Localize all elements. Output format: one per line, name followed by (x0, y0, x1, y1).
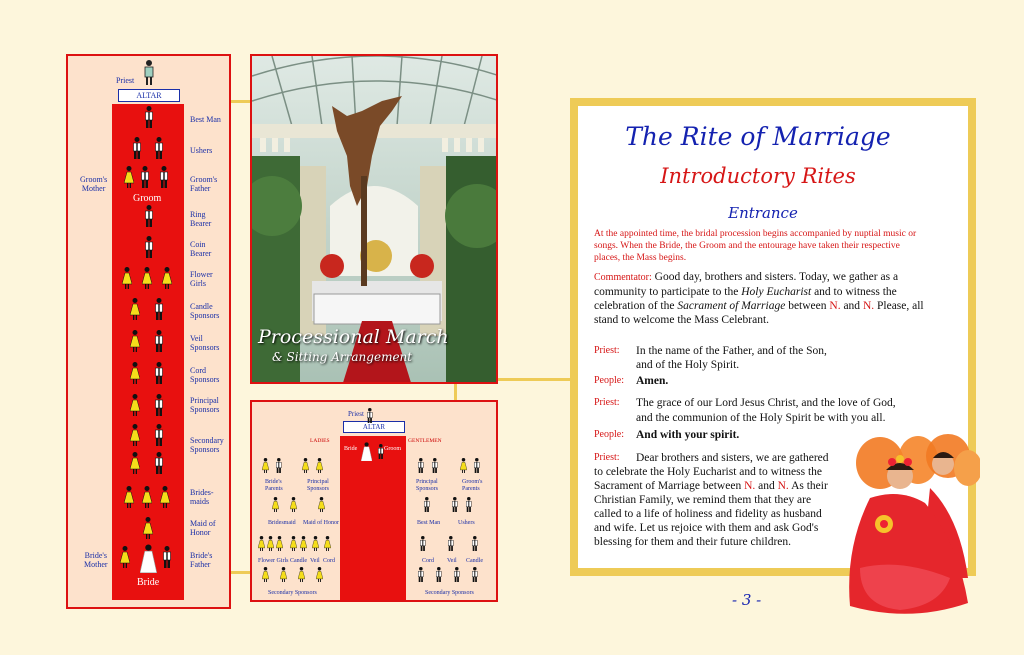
sponsor-figure (155, 362, 163, 389)
woman-figure (300, 536, 307, 556)
best-man-label: Best Man (190, 115, 221, 124)
grooms-mother-figure (124, 166, 134, 193)
seating-groom-label: Groom (384, 446, 401, 452)
woman-figure (262, 567, 269, 587)
people-text-1: Amen. (636, 375, 669, 387)
grooms-mother-label: Groom's Mother (80, 175, 108, 193)
man-figure (420, 536, 426, 556)
sponsor-figure (130, 394, 140, 421)
best-man-figure (145, 106, 153, 133)
brides-mother-figure (120, 546, 130, 573)
people-text-2: And with your spirit. (636, 429, 740, 441)
groom-label: Groom (133, 193, 162, 204)
ladies-label: LADIES (310, 438, 330, 444)
secondary-sponsors-right-label: Secondary Sponsors (425, 590, 474, 596)
sponsor-figure (155, 330, 163, 357)
best-man-seat-label: Best Man (417, 520, 441, 526)
bride-figure (361, 442, 372, 466)
commentator-text: Good day, brothers and sisters. Today, we gather as a community to participate to the (594, 271, 899, 298)
candle-sponsors-label: Candle Sponsors (190, 302, 220, 320)
candle-seat-label: Candle (290, 558, 307, 564)
cord-seat-label: Cord (323, 558, 335, 564)
sponsor-figure (155, 424, 163, 451)
seating-priest-label: Priest (348, 410, 364, 418)
ushers-label: Ushers (190, 146, 213, 155)
seating-bride-label: Bride (344, 446, 358, 452)
and-to-witness: and to witness the celebration of the (594, 286, 897, 312)
priest-text-1a: In the name of the Father, and of the Son, (636, 345, 827, 357)
veil-seat-label: Veil (310, 558, 320, 564)
sponsor-figure (155, 394, 163, 421)
woman-figure (312, 536, 319, 556)
and-word: and (843, 300, 861, 312)
priest-text-2b: and the communion of the Holy Spirit be with you all. (636, 412, 886, 424)
priest-label: Priest (116, 76, 135, 85)
flower-girls-label: Flower Girls (190, 270, 213, 288)
priest-text-3a: Dear brothers and sisters, we are gathered (636, 452, 829, 464)
gentlemen-label: GENTLEMEN (408, 438, 442, 444)
bridesmaid-figure (124, 486, 134, 513)
connector-line (498, 378, 570, 381)
woman-figure (324, 536, 331, 556)
man-figure (472, 567, 478, 587)
sponsor-figure (130, 298, 140, 325)
woman-figure (298, 567, 305, 587)
bridesmaid-label: Bridesmaid (268, 520, 296, 526)
woman-figure (316, 458, 323, 478)
seating-groom-figure (378, 444, 384, 464)
sponsor-figure (155, 452, 163, 479)
man-figure (474, 458, 480, 478)
man-figure (418, 458, 424, 478)
priest-text-3e: called to a life of holiness and fidelity as husband (594, 508, 822, 520)
maid-of-honor-label: Maid of Honor (190, 519, 216, 537)
sacrament: Sacrament of Marriage (677, 300, 786, 312)
name-n1: N. (829, 300, 841, 312)
usher-figure (155, 137, 163, 164)
section-heading: Entrance (728, 204, 798, 222)
brides-father-label: Bride's Father (190, 551, 213, 569)
connector-line (454, 384, 457, 400)
man-figure (472, 536, 478, 556)
man-figure (276, 458, 282, 478)
between: between (788, 300, 827, 312)
groom-figure (141, 166, 149, 193)
maid-of-honor-seat-label: Maid of Honor (303, 520, 339, 526)
cord-sponsors-label: Cord Sponsors (190, 366, 220, 384)
man-figure (466, 497, 472, 517)
photo-caption-1: Processional March (258, 326, 449, 348)
people-label-1: People: (594, 375, 624, 386)
man-figure (424, 497, 430, 517)
flower-girls-image (840, 428, 980, 618)
sponsor-figure (130, 424, 140, 451)
veil-right-seat-label: Veil (447, 558, 457, 564)
woman-figure (272, 497, 279, 517)
people-label-2: People: (594, 429, 624, 440)
woman-figure (290, 497, 297, 517)
coin-bearer-label: Coin Bearer (190, 240, 212, 258)
priest-text-1b: and of the Holy Spirit. (636, 359, 740, 371)
woman-figure (316, 567, 323, 587)
priest-label-1: Priest: (594, 345, 620, 356)
principal-sponsors-right-label: Principal Sponsors (416, 479, 439, 492)
veil-sponsors-label: Veil Sponsors (190, 334, 220, 352)
grooms-father-figure (160, 166, 168, 193)
seating-priest-figure (367, 408, 373, 428)
altar: ALTAR (118, 89, 180, 102)
priest-label-2: Priest: (594, 397, 620, 408)
principal-sponsors-left-label: Principal Sponsors (307, 479, 330, 492)
man-figure (454, 567, 460, 587)
priest-figure (143, 60, 155, 91)
coin-bearer-figure (145, 236, 153, 263)
priest-text-3c-post: As their (791, 480, 828, 492)
woman-figure (267, 536, 274, 556)
woman-figure (280, 567, 287, 587)
usher-figure (133, 137, 141, 164)
priest-n1: N. (744, 480, 756, 492)
grooms-father-label: Groom's Father (190, 175, 218, 193)
priest-text-3g: blessing for them and their future children. (594, 536, 792, 548)
cord-right-seat-label: Cord (422, 558, 434, 564)
connector-line (231, 100, 250, 103)
bride-figure (140, 544, 157, 578)
page-title: The Rite of Marriage (625, 122, 891, 151)
ushers-seat-label: Ushers (458, 520, 475, 526)
sponsor-figure (130, 452, 140, 479)
connector-line (231, 571, 250, 574)
bride-label: Bride (137, 577, 160, 588)
man-figure (432, 458, 438, 478)
rubric: At the appointed time, the bridal procession begins accompanied by nuptial music or songs. When the Bride, the Groom and the entourage have taken their respective places, the Mass begins. (594, 229, 917, 263)
woman-figure (318, 497, 325, 517)
seating-aisle (340, 436, 406, 600)
secondary-sponsors-label: Secondary Sponsors (190, 436, 224, 454)
brides-father-figure (163, 546, 171, 573)
maid-of-honor-figure (143, 517, 153, 544)
woman-figure (290, 536, 297, 556)
bridesmaid-figure (160, 486, 170, 513)
flower-girls-seat-label: Flower Girls (258, 558, 289, 564)
priest-and: and (758, 480, 775, 492)
commentator-paragraph (594, 270, 924, 327)
priest-text-2a: The grace of our Lord Jesus Christ, and the love of God, (636, 397, 896, 409)
secondary-sponsors-left-label: Secondary Sponsors (268, 590, 317, 596)
sponsor-figure (155, 298, 163, 325)
priest-text-3b: to celebrate the Holy Eucharist and to witness the (594, 466, 823, 478)
bridesmaid-figure (142, 486, 152, 513)
priest-text-3c-pre: Sacrament of Marriage between (594, 480, 742, 492)
priest-text-3d: Christian Family, we remind them that they are (594, 494, 812, 506)
flower-girl-figure (162, 267, 172, 294)
ring-bearer-label: Ring Bearer (190, 210, 212, 228)
page-subtitle: Introductory Rites (660, 164, 856, 188)
grooms-parents-label: Groom's Parents (462, 479, 483, 492)
ring-bearer-figure (145, 205, 153, 232)
woman-figure (258, 536, 265, 556)
photo-caption-2: & Sitting Arrangement (272, 350, 413, 364)
woman-figure (262, 458, 269, 478)
woman-figure (460, 458, 467, 478)
man-figure (418, 567, 424, 587)
sponsor-figure (130, 330, 140, 357)
commentator-label: Commentator: (594, 272, 652, 283)
page-number: - 3 - (732, 591, 762, 609)
priest-n2: N. (777, 480, 789, 492)
man-figure (452, 497, 458, 517)
bridesmaids-label: Brides- maids (190, 488, 214, 506)
holy-eucharist: Holy Eucharist (741, 286, 812, 298)
priest-text-3c (594, 479, 828, 493)
name-n2: N. (862, 300, 875, 312)
sponsor-figure (130, 362, 140, 389)
flower-girl-figure (142, 267, 152, 294)
woman-figure (276, 536, 283, 556)
please-stand: Please, all stand to welcome the Mass Celebrant. (594, 300, 924, 326)
priest-label-3: Priest: (594, 452, 620, 463)
flower-girl-figure (122, 267, 132, 294)
woman-figure (302, 458, 309, 478)
priest-text-3f: and wife. Let us rejoice with them and ask God's (594, 522, 819, 534)
man-figure (448, 536, 454, 556)
candle-right-seat-label: Candle (466, 558, 483, 564)
seating-altar: ALTAR (343, 421, 405, 433)
principal-sponsors-label: Principal Sponsors (190, 396, 220, 414)
man-figure (436, 567, 442, 587)
brides-mother-label: Bride's Mother (84, 551, 108, 569)
brides-parents-label: Bride's Parents (265, 479, 283, 492)
